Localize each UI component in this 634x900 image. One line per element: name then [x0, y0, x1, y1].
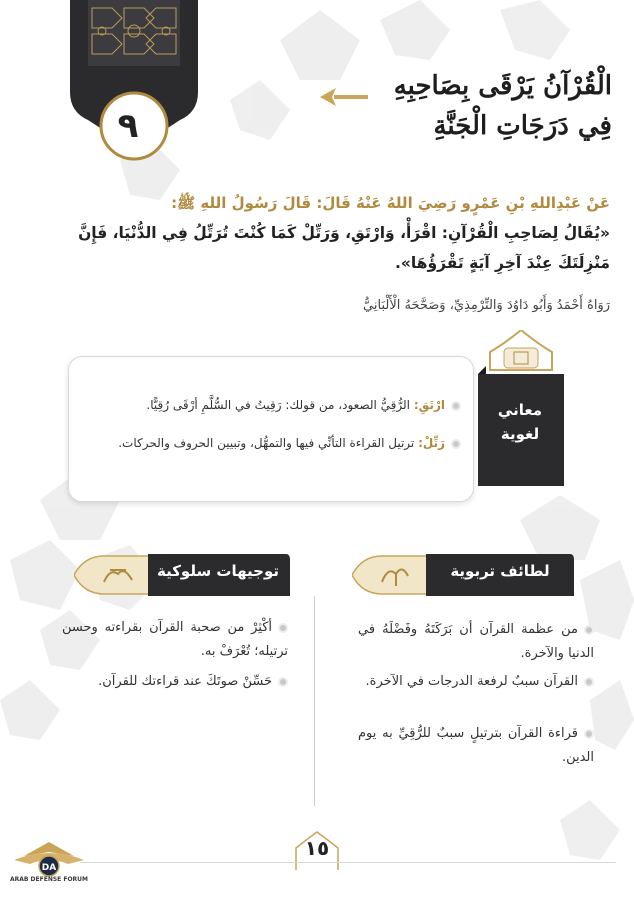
list-item: [358, 722, 594, 770]
meaning-term: رَتِّلْ:: [418, 436, 445, 450]
hadith-text-line-1: «يُقَالُ لِصَاحِبِ الْقُرْآنِ: اقْرَأْ، وَارْتَقِ، وَرَتِّلْ كَمَا كُنْتَ تُرَتِّلُ فِي الدُّنْيَا، فَإِنَّ: [78, 224, 610, 242]
hadith-source: رَوَاهُ أَحْمَدُ وَأَبُو دَاوُدَ وَالتِّرْمِذِيِّ، وَصَحَّحَهُ الْأَلْبَانِيُّ: [363, 298, 610, 313]
lesson-title: [332, 66, 612, 146]
bullet-icon: [278, 623, 288, 633]
meanings-label-line-2: لغوية: [500, 425, 540, 443]
footer-line: [80, 862, 616, 863]
behavioral-item-text: حَسِّنْ صوتَكَ عند قراءتك للقرآن.: [98, 674, 272, 689]
column-divider: [314, 596, 315, 806]
meaning-term: ارْتَقِ:: [413, 398, 445, 412]
meanings-card: [68, 356, 474, 502]
bullet-icon: [584, 677, 594, 687]
hadith-text-line-2: مَنْزِلَتَكَ عِنْدَ آخِرِ آيَةٍ تَقْرَؤُهَا».: [395, 254, 610, 272]
bullet-icon: [278, 677, 288, 687]
meaning-definition: الرُّقِيُّ الصعود، من قولك: رَقِيتُ في السُّلَّمِ أرْقَى رُقِيًّا.: [146, 398, 414, 412]
logo-text: ARAB DEFENSE FORUM: [9, 876, 89, 883]
page-number: ١٥: [304, 836, 330, 860]
meanings-label: [482, 398, 558, 446]
educational-item-text: من عظمة القرآن أن بَرَكَتَهُ وفَضْلَهُ في الدنيا والآخرة.: [358, 622, 594, 661]
list-item: [358, 670, 594, 694]
logo-badge-text: DA: [41, 863, 57, 873]
bullet-icon: [451, 401, 461, 411]
bullet-icon: [584, 625, 594, 635]
title-line-2: فِي دَرَجَاتِ الْجَنَّةِ: [433, 111, 612, 141]
meanings-label-line-1: معاني: [497, 401, 543, 419]
educational-header: لطائف تربوية: [450, 562, 550, 580]
title-line-1: الْقُرْآنُ يَرْقَى بِصَاحِبِهِ: [393, 71, 612, 101]
list-item: [358, 618, 594, 666]
meaning-definition: ترتيل القراءة التأنِّي فيها والتمهُّل، وتبيين الحروف والحركات.: [118, 436, 419, 450]
bullet-icon: [584, 729, 594, 739]
list-item: [62, 670, 288, 694]
behavioral-header: توجيهات سلوكية: [156, 562, 280, 580]
meaning-item: [89, 433, 461, 453]
hadith-narrator: عَنْ عَبْدِاللهِ بْنِ عَمْرٍو رَضِيَ اللهُ عَنْهُ قَالَ: قَالَ رَسُولُ اللهِ ﷺ:: [171, 194, 610, 212]
behavioral-item-text: أكْثِرْ من صحبة القرآن بقراءته وحسن ترتيله؛ تُعْرَفْ به.: [62, 620, 288, 659]
hadith-block: [20, 188, 610, 278]
meaning-item: [89, 395, 461, 415]
forum-logo: [4, 838, 94, 900]
list-item: [62, 616, 288, 664]
bullet-icon: [451, 439, 461, 449]
lesson-number: ٩: [117, 106, 139, 146]
educational-item-text: قراءة القرآن بترتيلٍ سببٌ للرُّقِيِّ به يوم الدين.: [358, 726, 594, 765]
educational-item-text: القرآن سببٌ لرفعة الدرجات في الآخرة.: [365, 674, 578, 689]
